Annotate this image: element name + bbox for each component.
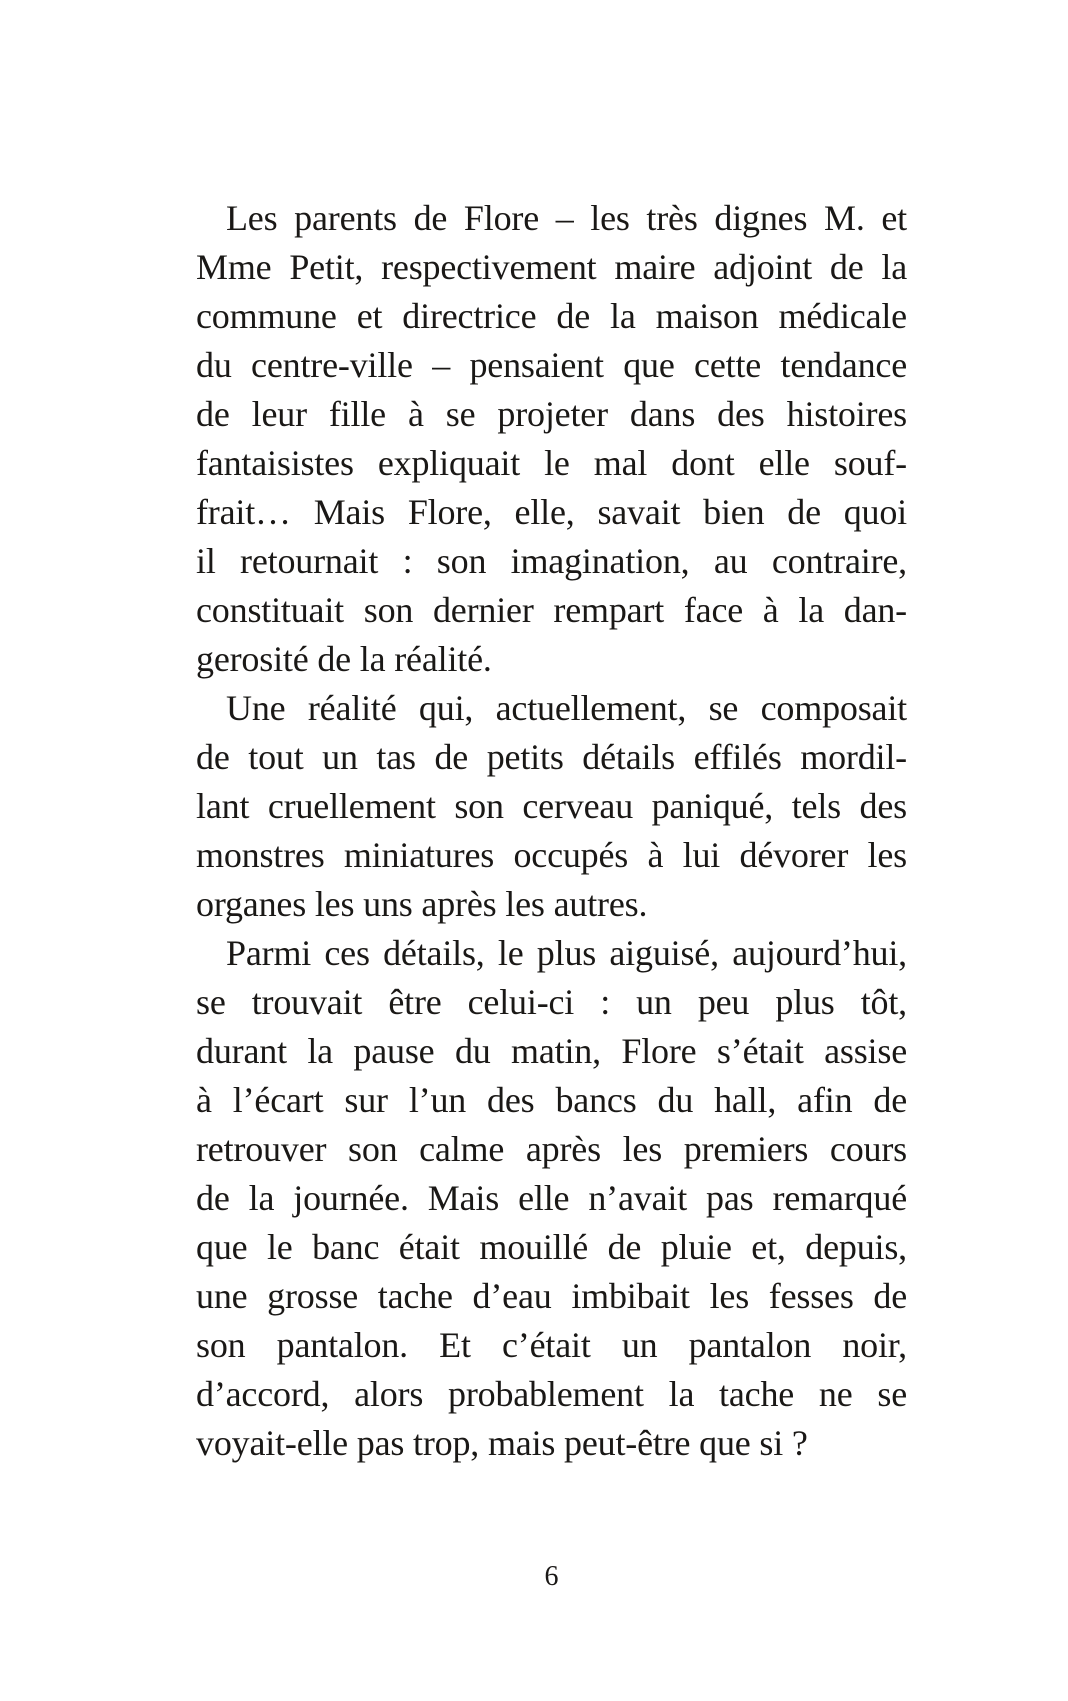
paragraph [196, 194, 907, 684]
text-line: de tout un tas de petits détails effilés mordil- [196, 737, 907, 777]
paragraph [196, 684, 907, 929]
text-line: fantaisistes expliquait le mal dont elle souf- [196, 443, 907, 483]
text-line: voyait-elle pas trop, mais peut-être que si ? [196, 1423, 808, 1463]
text-line: frait… Mais Flore, elle, savait bien de quoi [196, 492, 907, 532]
text-line: lant cruellement son cerveau paniqué, tels des [196, 786, 907, 826]
text-line: durant la pause du matin, Flore s’était assise [196, 1031, 907, 1071]
text-line: Une réalité qui, actuellement, se composait [226, 688, 907, 728]
text-line: constituait son dernier rempart face à la dan- [196, 590, 907, 630]
paragraph [196, 929, 907, 1468]
page-number: 6 [544, 1561, 559, 1592]
text-line: Mme Petit, respectivement maire adjoint de la [196, 247, 907, 287]
text-line: Les parents de Flore – les très dignes M. et [226, 198, 907, 238]
text-line: du centre-ville – pensaient que cette tendance [196, 345, 907, 385]
text-line: monstres miniatures occupés à lui dévorer les [196, 835, 907, 875]
text-line: se trouvait être celui-ci : un peu plus tôt, [196, 982, 907, 1022]
text-line: de leur fille à se projeter dans des histoires [196, 394, 907, 434]
text-line: commune et directrice de la maison médicale [196, 296, 907, 336]
text-line: Parmi ces détails, le plus aiguisé, aujourd’hui, [226, 933, 907, 973]
text-line: retrouver son calme après les premiers cours [196, 1129, 907, 1169]
text-line: que le banc était mouillé de pluie et, depuis, [196, 1227, 907, 1267]
text-line: une grosse tache d’eau imbibait les fesses de [196, 1276, 907, 1316]
text-line: d’accord, alors probablement la tache ne se [196, 1374, 907, 1414]
text-line: à l’écart sur l’un des bancs du hall, afin de [196, 1080, 907, 1120]
text-line: gerosité de la réalité. [196, 639, 492, 679]
text-line: organes les uns après les autres. [196, 884, 648, 924]
page-footer [196, 1560, 907, 1594]
text-line: de la journée. Mais elle n’avait pas remarqué [196, 1178, 907, 1218]
text-line: il retournait : son imagination, au contraire, [196, 541, 907, 581]
text-block [196, 194, 907, 1468]
text-line: son pantalon. Et c’était un pantalon noir, [196, 1325, 907, 1365]
